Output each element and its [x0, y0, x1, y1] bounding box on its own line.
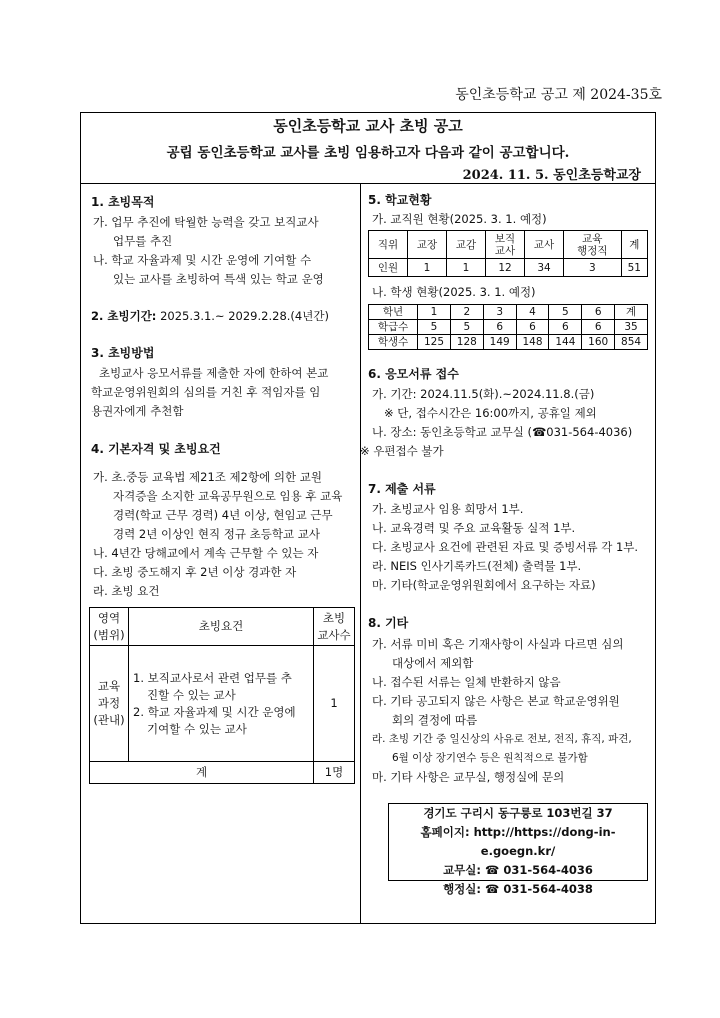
purpose-a-line1: 가. 업무 추진에 탁월한 능력을 갖고 보직교사 [93, 215, 319, 229]
submit-time-note: ※ 단, 접수시간은 16:00까지, 공휴일 제외 [384, 406, 597, 420]
period-value: 2025.3.1.~ 2029.2.28.(4년간) [160, 309, 329, 323]
section-8-heading: 8. 기타 [368, 616, 409, 630]
table-cell: 6 [516, 320, 549, 335]
doc-a: 가. 초빙교사 임용 희망서 1부. [372, 502, 524, 516]
area-cell: 교육 과정 (관내) [90, 646, 129, 762]
table-cell: 144 [549, 335, 582, 350]
qual-a-line3: 경력(학교 근무 경력) 4년 이상, 현임교 근무 [113, 508, 333, 522]
total-label: 계 [90, 762, 314, 784]
table-cell: 3 [564, 259, 622, 277]
table-cell: 계 [615, 305, 648, 320]
notice-subtitle: 공립 동인초등학교 교사를 초빙 임용하고자 다음과 같이 공고합니다. [166, 145, 570, 161]
section-3-heading: 3. 초빙방법 [91, 346, 155, 360]
table-cell: 148 [516, 335, 549, 350]
section-5-heading: 5. 학교현황 [368, 193, 432, 207]
mail-note: ※ 우편접수 불가 [360, 444, 444, 458]
table-cell: 1 [408, 259, 447, 277]
notice-date: 2024. 11. 5. 동인초등학교장 [462, 168, 641, 183]
etc-b: 나. 접수된 서류는 일체 반환하지 않음 [372, 675, 561, 689]
table-cell: 보직 교사 [486, 231, 525, 259]
contact-box [388, 803, 648, 896]
qual-d: 라. 초빙 요건 [93, 584, 160, 598]
method-line1: 초빙교사 응모서류를 제출한 자에 한하여 본교 [99, 366, 329, 380]
table-cell: 학급수 [369, 320, 418, 335]
qual-a-line1: 가. 초.중등 교육법 제21조 제2항에 의한 교원 [93, 470, 322, 484]
student-header-row [369, 305, 648, 320]
section-1-heading: 1. 초빙목적 [91, 195, 155, 209]
notice-header [81, 113, 655, 184]
requirement-header: 초빙요건 [129, 608, 314, 646]
table-cell: 3 [483, 305, 516, 320]
method-line3: 용권자에게 추천함 [91, 404, 184, 418]
table-cell: 6 [582, 320, 615, 335]
table-cell: 149 [483, 335, 516, 350]
qual-a-line2: 자격증을 소지한 교육공무원으로 임용 후 교육 [113, 489, 343, 503]
requirement-1-line1: 1. 보직교사로서 관련 업무를 추 [133, 670, 292, 685]
table-cell: 교장 [408, 231, 447, 259]
staff-table [368, 230, 648, 277]
table-cell: 854 [615, 335, 648, 350]
table-cell: 계 [621, 231, 647, 259]
office-phone: 교무실: ☎ 031-564-4036 [443, 863, 593, 877]
table-cell: 교육 행정직 [564, 231, 622, 259]
table-cell: 5 [418, 320, 451, 335]
notice-frame [80, 112, 656, 924]
requirement-cell [129, 646, 314, 762]
table-cell: 인원 [369, 259, 408, 277]
requirements-table [89, 607, 355, 784]
method-line2: 학교운영위원회의 심의를 거친 후 적임자를 임 [91, 385, 321, 399]
staff-data-row [369, 259, 648, 277]
admin-phone: 행정실: ☎ 031-564-4038 [443, 882, 593, 896]
table-cell: 35 [615, 320, 648, 335]
page-title: 동인초등학교 교사 초빙 공고 [273, 117, 463, 135]
table-cell: 51 [621, 259, 647, 277]
student-table [368, 304, 648, 350]
school-address: 경기도 구리시 동구릉로 103번길 37 [423, 806, 613, 820]
etc-c-line2: 회의 결정에 따름 [392, 713, 478, 727]
staff-header-row [369, 231, 648, 259]
table-cell: 1 [418, 305, 451, 320]
etc-d-line2: 6월 이상 장기연수 등은 원칙적으로 불가함 [392, 752, 588, 764]
table-cell: 4 [516, 305, 549, 320]
homepage-link[interactable]: 홈페이지: http://https://dong-in-e.goegn.kr/ [420, 825, 616, 858]
student-data-row [369, 320, 648, 335]
purpose-a-line2: 업무를 추진 [113, 234, 173, 248]
etc-d-line1: 라. 초빙 기간 중 일신상의 사유로 전보, 전직, 휴직, 파견, [372, 733, 632, 745]
etc-a-line1: 가. 서류 미비 혹은 기재사항이 사실과 다르면 심의 [372, 637, 624, 651]
table-cell: 34 [525, 259, 564, 277]
table-cell: 교사 [525, 231, 564, 259]
requirement-2-line1: 2. 학교 자율과제 및 시간 운영에 [133, 704, 296, 719]
purpose-b-line1: 나. 학교 자율과제 및 시간 운영에 기여할 수 [93, 253, 312, 267]
section-7-heading: 7. 제출 서류 [368, 482, 436, 496]
count-cell: 1 [314, 646, 355, 762]
table-cell: 6 [582, 305, 615, 320]
table-cell: 직위 [369, 231, 408, 259]
table-cell: 학생수 [369, 335, 418, 350]
table-cell: 160 [582, 335, 615, 350]
area-header: 영역 (범위) [90, 608, 129, 646]
qual-a-line4: 경력 2년 이상인 현직 정규 초등학교 교사 [113, 527, 320, 541]
staff-table-title: 가. 교직원 현황(2025. 3. 1. 예정) [372, 212, 547, 226]
student-data-row [369, 335, 648, 350]
column-divider [360, 183, 361, 924]
section-4-heading: 4. 기본자격 및 초빙요건 [91, 442, 221, 456]
table-cell: 2 [450, 305, 483, 320]
submit-period: 가. 기간: 2024.11.5(화).~2024.11.8.(금) [372, 387, 595, 401]
requirement-1-line2: 진할 수 있는 교사 [147, 687, 236, 702]
etc-c-line1: 다. 기타 공고되지 않은 사항은 본교 학교운영위원 [372, 694, 620, 708]
table-cell: 6 [549, 320, 582, 335]
qual-c: 다. 초빙 중도해지 후 2년 이상 경과한 자 [93, 565, 297, 579]
doc-e: 마. 기타(학교운영위원회에서 요구하는 자료) [372, 578, 596, 592]
qual-b: 나. 4년간 당해교에서 계속 근무할 수 있는 자 [93, 546, 319, 560]
doc-c: 다. 초빙교사 요건에 관련된 자료 및 증빙서류 각 1부. [372, 540, 639, 554]
total-count: 1명 [314, 762, 355, 784]
submit-place: 나. 장소: 동인초등학교 교무실 (☎031-564-4036) [372, 425, 633, 439]
table-cell: 1 [447, 259, 486, 277]
doc-d: 라. NEIS 인사기록카드(전체) 출력물 1부. [372, 559, 582, 573]
student-table-title: 나. 학생 현황(2025. 3. 1. 예정) [372, 285, 536, 299]
etc-e: 마. 기타 사항은 교무실, 행정실에 문의 [372, 770, 565, 784]
section-6-heading: 6. 응모서류 접수 [368, 367, 459, 381]
table-cell: 학년 [369, 305, 418, 320]
table-cell: 5 [549, 305, 582, 320]
table-cell: 6 [483, 320, 516, 335]
table-cell: 12 [486, 259, 525, 277]
table-cell: 128 [450, 335, 483, 350]
section-2-heading: 2. 초빙기간: [91, 309, 157, 323]
table-cell: 교감 [447, 231, 486, 259]
etc-a-line2: 대상에서 제외함 [392, 656, 474, 670]
purpose-b-line2: 있는 교사를 초빙하여 특색 있는 학교 운영 [113, 272, 324, 286]
table-cell: 125 [418, 335, 451, 350]
table-cell: 5 [450, 320, 483, 335]
notice-number: 동인초등학교 공고 제 2024-35호 [455, 87, 662, 103]
count-header: 초빙 교사수 [314, 608, 355, 646]
doc-b: 나. 교육경력 및 주요 교육활동 실적 1부. [372, 521, 576, 535]
requirement-2-line2: 기여할 수 있는 교사 [147, 721, 247, 736]
